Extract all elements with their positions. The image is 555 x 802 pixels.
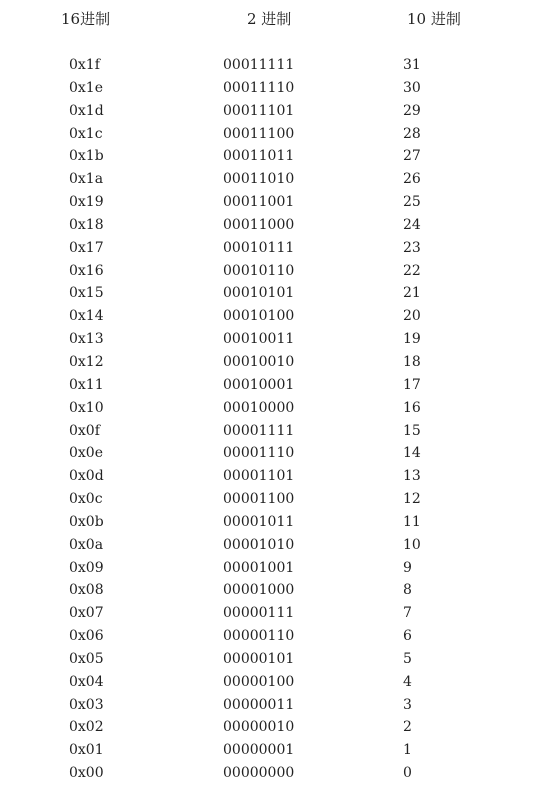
cell-hex: 0x03 bbox=[69, 696, 104, 713]
table-header bbox=[0, 8, 555, 32]
header-bin: 2 进制 bbox=[247, 10, 292, 28]
cell-bin: 00011010 bbox=[223, 171, 295, 188]
table-row bbox=[0, 511, 555, 534]
cell-hex: 0x0d bbox=[69, 468, 104, 485]
table-row bbox=[0, 237, 555, 260]
table-row bbox=[0, 465, 555, 488]
cell-dec: 14 bbox=[403, 445, 421, 462]
cell-bin: 00000010 bbox=[223, 719, 295, 736]
cell-bin: 00000001 bbox=[223, 742, 295, 759]
table-row bbox=[0, 420, 555, 443]
cell-bin: 00011101 bbox=[223, 102, 295, 119]
cell-hex: 0x1a bbox=[69, 171, 104, 188]
table-row bbox=[0, 54, 555, 77]
cell-dec: 2 bbox=[403, 719, 412, 736]
cell-hex: 0x1b bbox=[69, 148, 104, 165]
cell-dec: 13 bbox=[403, 468, 421, 485]
cell-hex: 0x17 bbox=[69, 239, 104, 256]
cell-hex: 0x0b bbox=[69, 513, 104, 530]
cell-dec: 11 bbox=[403, 513, 421, 530]
cell-bin: 00000111 bbox=[223, 605, 295, 622]
header-dec: 10 进制 bbox=[407, 10, 461, 28]
table-row bbox=[0, 282, 555, 305]
table-row bbox=[0, 145, 555, 168]
table-row bbox=[0, 374, 555, 397]
table-row bbox=[0, 123, 555, 146]
cell-hex: 0x04 bbox=[69, 673, 104, 690]
cell-dec: 25 bbox=[403, 194, 421, 211]
cell-dec: 15 bbox=[403, 422, 421, 439]
cell-hex: 0x07 bbox=[69, 605, 104, 622]
cell-dec: 0 bbox=[403, 765, 412, 782]
table-row bbox=[0, 397, 555, 420]
cell-hex: 0x15 bbox=[69, 285, 104, 302]
cell-hex: 0x10 bbox=[69, 399, 104, 416]
cell-bin: 00010110 bbox=[223, 262, 295, 279]
table-row bbox=[0, 716, 555, 739]
cell-hex: 0x0a bbox=[69, 536, 104, 553]
cell-dec: 10 bbox=[403, 536, 421, 553]
cell-hex: 0x0e bbox=[69, 445, 103, 462]
cell-dec: 12 bbox=[403, 491, 421, 508]
table-row bbox=[0, 694, 555, 717]
table-row bbox=[0, 579, 555, 602]
cell-dec: 20 bbox=[403, 308, 421, 325]
cell-hex: 0x06 bbox=[69, 628, 104, 645]
cell-dec: 19 bbox=[403, 331, 421, 348]
table-row bbox=[0, 191, 555, 214]
cell-hex: 0x1d bbox=[69, 102, 104, 119]
cell-dec: 8 bbox=[403, 582, 412, 599]
cell-dec: 3 bbox=[403, 696, 412, 713]
cell-hex: 0x14 bbox=[69, 308, 104, 325]
cell-bin: 00011110 bbox=[223, 79, 295, 96]
cell-bin: 00001111 bbox=[223, 422, 295, 439]
cell-dec: 17 bbox=[403, 376, 421, 393]
cell-dec: 7 bbox=[403, 605, 412, 622]
cell-bin: 00001101 bbox=[223, 468, 295, 485]
cell-bin: 00010011 bbox=[223, 331, 295, 348]
cell-bin: 00001110 bbox=[223, 445, 295, 462]
table-row bbox=[0, 442, 555, 465]
cell-hex: 0x00 bbox=[69, 765, 104, 782]
cell-bin: 00010010 bbox=[223, 353, 295, 370]
cell-bin: 00001000 bbox=[223, 582, 295, 599]
cell-dec: 28 bbox=[403, 125, 421, 142]
cell-bin: 00000011 bbox=[223, 696, 295, 713]
table-row bbox=[0, 328, 555, 351]
cell-hex: 0x16 bbox=[69, 262, 104, 279]
header-hex: 16进制 bbox=[61, 10, 111, 28]
table-row bbox=[0, 557, 555, 580]
cell-bin: 00000100 bbox=[223, 673, 295, 690]
cell-bin: 00001010 bbox=[223, 536, 295, 553]
cell-hex: 0x1e bbox=[69, 79, 103, 96]
cell-bin: 00000101 bbox=[223, 650, 295, 667]
conversion-table bbox=[0, 54, 555, 785]
cell-dec: 16 bbox=[403, 399, 421, 416]
table-row bbox=[0, 100, 555, 123]
cell-hex: 0x1f bbox=[69, 57, 100, 73]
table-row bbox=[0, 488, 555, 511]
table-row bbox=[0, 671, 555, 694]
cell-bin: 00011011 bbox=[223, 148, 295, 165]
cell-bin: 00000110 bbox=[223, 628, 295, 645]
cell-dec: 27 bbox=[403, 148, 421, 165]
table-row bbox=[0, 648, 555, 671]
cell-bin: 00000000 bbox=[223, 765, 295, 782]
cell-hex: 0x13 bbox=[69, 331, 104, 348]
cell-dec: 18 bbox=[403, 353, 421, 370]
cell-hex: 0x09 bbox=[69, 559, 104, 576]
cell-bin: 00010101 bbox=[223, 285, 295, 302]
cell-dec: 23 bbox=[403, 239, 421, 256]
table-row bbox=[0, 351, 555, 374]
cell-hex: 0x18 bbox=[69, 216, 104, 233]
cell-dec: 31 bbox=[403, 57, 421, 73]
table-row bbox=[0, 168, 555, 191]
cell-hex: 0x19 bbox=[69, 194, 104, 211]
cell-dec: 4 bbox=[403, 673, 412, 690]
table-row bbox=[0, 305, 555, 328]
cell-bin: 00001100 bbox=[223, 491, 295, 508]
table-row bbox=[0, 77, 555, 100]
cell-bin: 00010100 bbox=[223, 308, 295, 325]
cell-dec: 22 bbox=[403, 262, 421, 279]
table-row bbox=[0, 534, 555, 557]
table-row bbox=[0, 602, 555, 625]
cell-hex: 0x05 bbox=[69, 650, 104, 667]
cell-dec: 30 bbox=[403, 79, 421, 96]
cell-hex: 0x02 bbox=[69, 719, 104, 736]
cell-hex: 0x01 bbox=[69, 742, 104, 759]
cell-dec: 21 bbox=[403, 285, 421, 302]
cell-hex: 0x08 bbox=[69, 582, 104, 599]
cell-bin: 00010111 bbox=[223, 239, 295, 256]
cell-hex: 0x1c bbox=[69, 125, 103, 142]
cell-bin: 00010001 bbox=[223, 376, 295, 393]
table-row bbox=[0, 739, 555, 762]
cell-dec: 1 bbox=[403, 742, 412, 759]
cell-hex: 0x0c bbox=[69, 491, 103, 508]
cell-hex: 0x12 bbox=[69, 353, 104, 370]
cell-bin: 00011000 bbox=[223, 216, 295, 233]
cell-bin: 00011111 bbox=[223, 57, 295, 73]
cell-dec: 6 bbox=[403, 628, 412, 645]
table-row bbox=[0, 260, 555, 283]
cell-dec: 9 bbox=[403, 559, 412, 576]
cell-bin: 00011100 bbox=[223, 125, 295, 142]
cell-dec: 5 bbox=[403, 650, 412, 667]
cell-bin: 00001011 bbox=[223, 513, 295, 530]
table-row bbox=[0, 762, 555, 785]
cell-dec: 26 bbox=[403, 171, 421, 188]
cell-dec: 24 bbox=[403, 216, 421, 233]
cell-bin: 00010000 bbox=[223, 399, 295, 416]
cell-hex: 0x0f bbox=[69, 422, 100, 439]
table-row bbox=[0, 625, 555, 648]
cell-hex: 0x11 bbox=[69, 376, 104, 393]
cell-bin: 00011001 bbox=[223, 194, 295, 211]
table-row bbox=[0, 214, 555, 237]
cell-bin: 00001001 bbox=[223, 559, 295, 576]
cell-dec: 29 bbox=[403, 102, 421, 119]
